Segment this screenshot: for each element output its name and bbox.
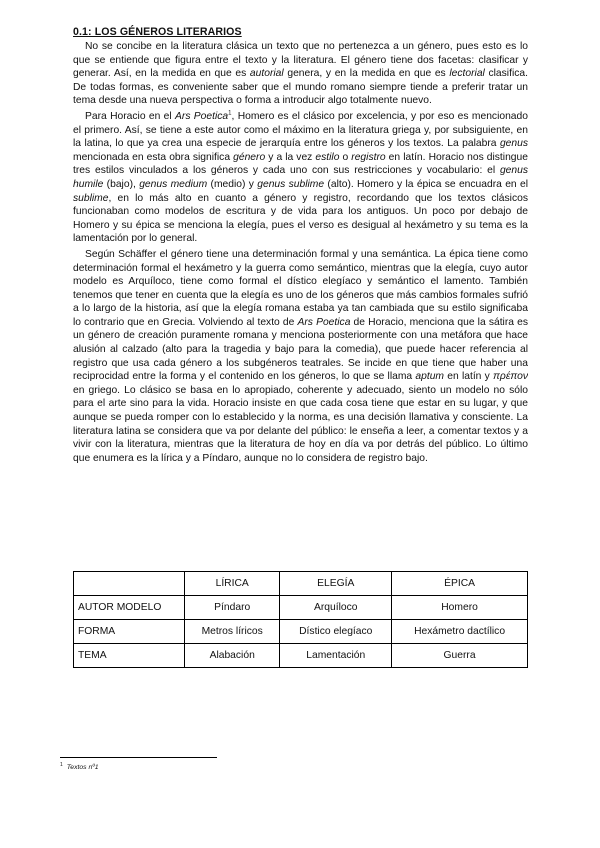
table-header-row (74, 572, 528, 596)
footnote-text: Textos nº1 (66, 764, 99, 771)
text-run: y a la vez (265, 151, 316, 163)
text-run: Según Schäffer el género tiene una determinación formal y una semántica. La épica tiene como determinación formal el hexámetro y la guerra como semántico, mientras que la elegía, cuyo autor modelo es Arquíloco, tiene como formal el dístico elegíaco y semántico el lamento. También tenemos que tener en cuenta que la elegía es uno de los géneros que más cambios formales sufrió a lo largo de la historia, así que la elegía romana estaba ya tan cambiada que su estilo significaba lo contrario que en Grecia. Volviendo al texto de (73, 248, 528, 328)
footnote (60, 761, 99, 771)
table-corner-cell (74, 572, 185, 596)
table-cell: Guerra (392, 644, 528, 668)
section-heading: 0.1: LOS GÉNEROS LITERARIOS (73, 26, 242, 38)
text-run: genera, y en la medida en que es (283, 68, 450, 80)
italic-term: sublime (73, 192, 109, 204)
document-body (73, 26, 528, 465)
italic-term: género (233, 151, 266, 163)
table-row-label: AUTOR MODELO (74, 596, 185, 620)
table-row (74, 620, 528, 644)
text-run: (alto). Homero y la épica se encuadra en el (324, 178, 528, 190)
text-run: Para Horacio en el (85, 110, 176, 122)
footnote-ref: 1 (228, 110, 232, 117)
text-run: (medio) y (207, 178, 258, 190)
text-run: , en lo más alto en cuanto a género y registro, recordando que los textos clásicos funcionaban como modelos de escritura y de vida para los antiguos. Un poco por debajo de Homero y su épica se menciona la elegía, pues el verso es desigual al hexámetro y su tema es la lamentación por lo general. (73, 192, 528, 245)
table-cell: Hexámetro dactílico (392, 620, 528, 644)
text-run: , Homero es el clásico por excelencia, y por eso es mencionado el primero. Así, se tiene a este autor como el máximo en la literatura griega y, por subsiguiente, en la latina, lo que ya crea una especie de jerarquía entre los géneros y los textos. La palabra (73, 110, 528, 150)
text-run: (bajo), (103, 178, 140, 190)
paragraph-3 (73, 248, 528, 466)
table-header-cell: LÍRICA (185, 572, 280, 596)
text-run: en latín y (444, 371, 494, 383)
italic-term: Ars Poetica (175, 110, 229, 122)
italic-term: πρέπον (493, 371, 528, 383)
table-cell: Alabación (185, 644, 280, 668)
footnote-marker: 1 (60, 761, 63, 768)
italic-term: aptum (415, 371, 445, 383)
italic-term: autorial (249, 68, 284, 80)
table-row-label: TEMA (74, 644, 185, 668)
paragraph-2 (73, 110, 528, 246)
text-run: mencionada en esta obra significa (73, 151, 234, 163)
text-run: en griego. Lo clásico se basa en lo apropiado, coherente y adecuado, siento un modelo no sólo para el arte sino para la vida. Horacio insiste en que cada cosa tiene que estar en su lugar, y que aunque se pueda romper con lo establecido y la norma, es una decisión llamativa y consciente. La literatura latina se considera que va por delante del público: le enseña a leer, a comentar textos y a vivir con la literatura, mientras que la literatura de hoy en día va por detrás del público. Lo último que enumera es la lírica y a Píndaro, aunque no lo considera de registro bajo. (73, 384, 528, 464)
paragraph-1 (73, 40, 528, 108)
footnote-separator (60, 757, 217, 758)
table-cell: Píndaro (185, 596, 280, 620)
text-run: clasifica. De todas formas, es conveniente saber que el mundo romano siempre tiende a preferir tratar un tema desde una nueva perspectiva o forma a introducir algo totalmente nuevo. (73, 68, 528, 107)
table-cell: Metros líricos (185, 620, 280, 644)
text-run: de Horacio, menciona que la sátira es un género de creación puramente romana y menciona posteriormente con una metáfora que hace alusión al calzado (alto para la tragedia y bajo para la comedia), que puede hacer referencia al registro que usa cada género a los subgéneros teatrales. Se incide en que tiene que haber una reciprocidad entre la forma y el contenido en los géneros, lo que se llama (73, 316, 529, 383)
table-row (74, 596, 528, 620)
text-run: en latín. Horacio nos distingue tres estilos vinculados a los géneros y cada uno con sus restricciones y vocabulario: el (73, 151, 528, 177)
table-header-cell: ELEGÍA (280, 572, 392, 596)
italic-term: genus medium (139, 178, 208, 190)
table-cell: Homero (392, 596, 528, 620)
table-row-label: FORMA (74, 620, 185, 644)
text-run: No se concibe en la literatura clásica un texto que no pertenezca a un género, pues esto es lo que se entiende que figura entre el texto y la literatura. El género tiene dos facetas: clasificar y generar. Así, en la medida en que es (73, 41, 528, 80)
table-header-cell: ÉPICA (392, 572, 528, 596)
table-cell: Lamentación (280, 644, 392, 668)
italic-term: genus sublime (257, 178, 325, 190)
italic-term: Ars Poetica (297, 316, 351, 328)
table-cell: Arquíloco (280, 596, 392, 620)
genres-table (73, 571, 528, 668)
italic-term: registro (351, 151, 386, 163)
text-run: o (339, 151, 352, 163)
table-cell: Dístico elegíaco (280, 620, 392, 644)
italic-term: lectorial (449, 68, 485, 80)
italic-term: genus (499, 138, 528, 150)
table-row (74, 644, 528, 668)
italic-term: genus humile (73, 165, 528, 190)
italic-term: estilo (315, 151, 340, 163)
